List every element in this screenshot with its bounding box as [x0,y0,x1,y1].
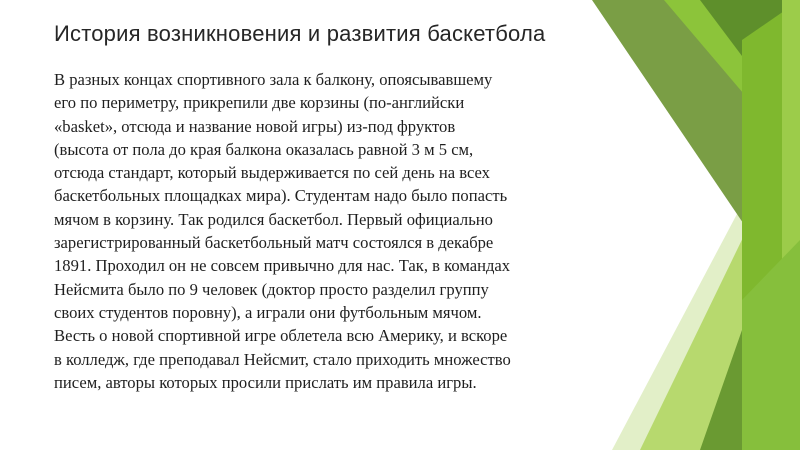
text-line: 1891. Проходил он не совсем привычно для нас. Так, в командах [54,256,511,276]
slide-body-text [54,68,610,394]
text-line: баскетбольных площадках мира). Студентам надо было попасть [54,186,508,206]
text-line: своих студентов поровну), а играли они футбольным мячом. [54,302,482,322]
text-line: мячом в корзину. Так родился баскетбол. Первый официально [54,209,493,229]
text-line: отсюда стандарт, который выдерживается по сей день на всех [54,163,490,183]
slide-title: История возникновения и развития баскетбола [54,21,546,46]
text-line: его по периметру, прикрепили две корзины (по-английски [54,93,465,113]
text-line: Весть о новой спортивной игре облетела всю Америку, и вскоре [54,326,508,346]
text-line: (высота от пола до края балкона оказалась равной 3 м 5 см, [54,139,474,159]
text-line: зарегистрированный баскетбольный матч состоялся в декабре [54,233,494,253]
text-line: «basket», отсюда и название новой игры) из-под фруктов [54,116,456,136]
text-line: Нейсмита было по 9 человек (доктор просто разделил группу [54,279,489,299]
text-line: В разных концах спортивного зала к балкону, опоясывавшему [54,70,493,89]
text-line: в колледж, где преподавал Нейсмит, стало приходить множество [54,349,511,369]
text-line: писем, авторы которых просили прислать им правила игры. [54,372,477,392]
